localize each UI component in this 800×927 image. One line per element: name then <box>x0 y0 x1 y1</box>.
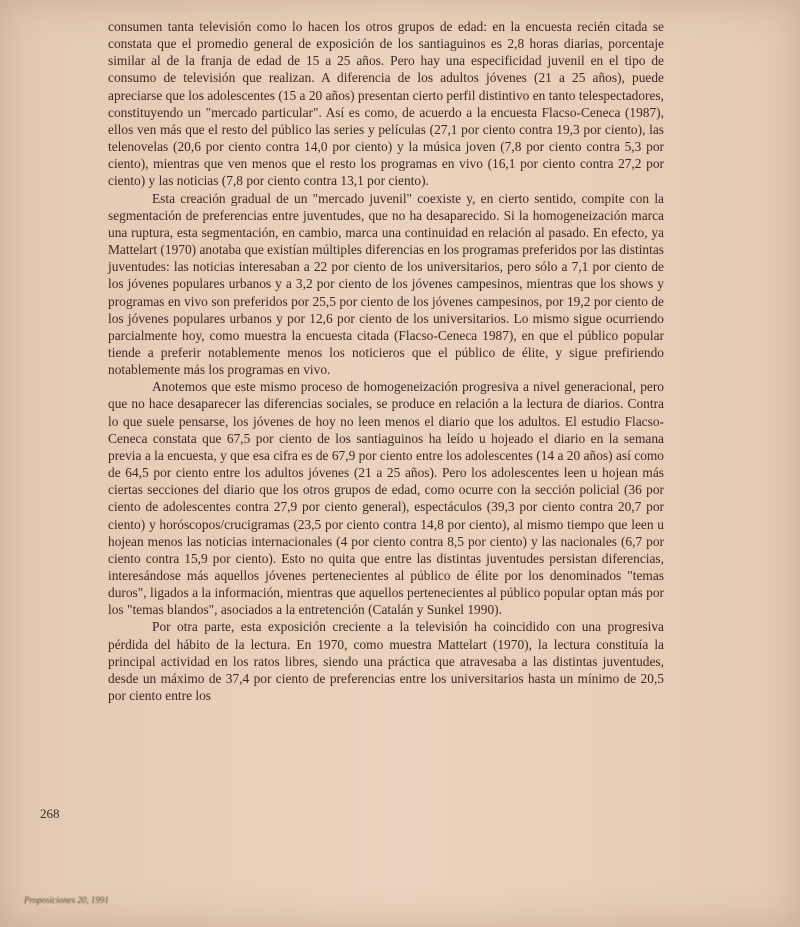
paragraph-3: Anotemos que este mismo proceso de homogeneización progresiva a nivel generacional, pero que no hace desaparecer las diferencias sociales, se produce en relación a la lectura de diarios. Contra lo que suele pensarse, los jóvenes de hoy no leen menos el diario que los adultos. El estudio Flacso-Ceneca constata que 67,5 por ciento de los santiaguinos ha leído u hojeado el diario en la semana previa a la encuesta, y que esa cifra es de 67,9 por ciento entre los adolescentes (14 a 20 años) así como de 64,5 por ciento entre los adultos jóvenes (21 a 25 años). Pero los adolescentes leen u hojean más ciertas secciones del diario que los otros grupos de edad, como ocurre con la sección policial (36 por ciento de adolescentes contra 27,9 por ciento general), espectáculos (39,3 por ciento contra 20,7 por ciento) y horóscopos/crucigramas (23,5 por ciento contra 14,8 por ciento), al mismo tiempo que leen u hojean menos las noticias internacionales (4 por ciento contra 8,5 por ciento) y las nacionales (6,7 por ciento contra 15,9 por ciento). Esto no quita que entre las distintas juventudes persistan diferencias, interesándose más aquellos jóvenes pertenecientes al público de élite por los denominados "temas duros", ligados a la información, mientras que aquellos pertenecientes al público popular optan más por los "temas blandos", asociados a la entretención (Catalán y Sunkel 1990). <box>108 379 664 618</box>
paragraph-2: Esta creación gradual de un "mercado juvenil" coexiste y, en cierto sentido, compite con la segmentación de preferencias entre juventudes, que no ha desaparecido. Si la homogeneización marca una ruptura, esta segmentación, en cambio, marca una continuidad en relación al pasado. En efecto, ya Mattelart (1970) anotaba que existían múltiples diferencias en los programas preferidos por las distintas juventudes: las noticias interesaban a 22 por ciento de los universitarios, pero sólo a 7,1 por ciento de los jóvenes populares urbanos y a 3,2 por ciento de los jóvenes campesinos, mientras que los shows y programas en vivo son preferidos por 25,5 por ciento de los jóvenes campesinos, por 19,2 por ciento de los jóvenes populares urbanos y por 12,6 por ciento de los universitarios. Lo mismo sigue ocurriendo parcialmente hoy, como muestra la encuesta citada (Flacso-Ceneca 1987), en que el público popular tiende a preferir notablemente menos los noticieros que el público de élite, y sigue prefiriendo notablemente más los programas en vivo. <box>108 190 664 378</box>
paragraph-4: Por otra parte, esta exposición creciente a la televisión ha coincidido con una progresiva pérdida del hábito de la lectura. En 1970, como muestra Mattelart (1970), la lectura constituía la principal actividad en los ratos libres, siendo una práctica que atravesaba a las distintas juventudes, desde un máximo de 37,4 por ciento de preferencias entre los universitarios hasta un mínimo de 20,5 por ciento entre los <box>108 619 664 704</box>
body-text <box>108 18 664 704</box>
page-number: 268 <box>40 806 60 821</box>
paragraph-1: consumen tanta televisión como lo hacen los otros grupos de edad: en la encuesta recién citada se constata que el promedio general de exposición de los santiaguinos es 2,8 horas diarias, porcentaje similar al de la franja de edad de 15 a 25 años. Pero hay una especificidad juvenil en el tipo de consumo de televisión que realizan. A diferencia de los adultos jóvenes (21 a 25 años), puede apreciarse que los adolescentes (15 a 20 años) presentan cierto perfil distintivo en tanto telespectadores, constituyendo un "mercado particular". Así es como, de acuerdo a la encuesta Flacso-Ceneca (1987), ellos ven más que el resto del público las series y películas (27,1 por ciento contra 19,3 por ciento), las telenovelas (20,6 por ciento contra 14,0 por ciento) y la música joven (7,8 por ciento contra 5,3 por ciento), mientras que ven menos que el resto los programas en vivo (16,1 por ciento contra 27,2 por ciento) y las noticias (7,8 por ciento contra 13,1 por ciento). <box>108 19 664 189</box>
footer-citation: Proposiciones 20, 1991 <box>24 895 109 905</box>
